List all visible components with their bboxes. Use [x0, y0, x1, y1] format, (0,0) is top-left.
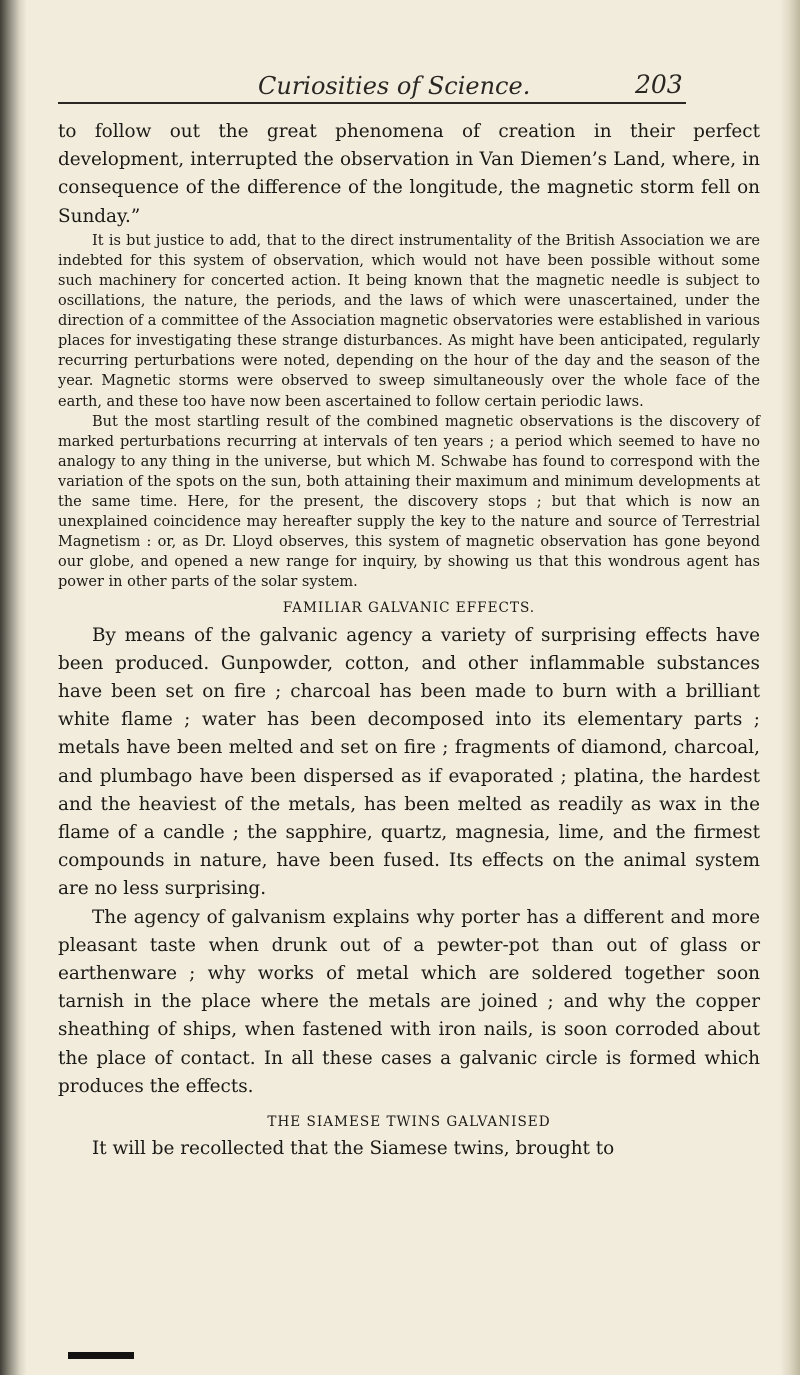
page-number: 203 — [635, 70, 683, 99]
book-page — [58, 0, 760, 1163]
paragraph-galvanic-agency: By means of the galvanic agency a variety of surprising effects have been produced. Gunpowder, cotton, and other inflammable substances have been set on fire ; charcoal has been made to burn with a brilliant white flame ; water has been decomposed into its elementary parts ; metals have been melted and set on fire ; fragments of diamond, charcoal, and plumbago have been dispersed as if evaporated ; platina, the hardest and the heaviest of the metals, has been melted as readily as wax in the flame of a candle ; the sapphire, quartz, magnesia, lime, and the firmest compounds in nature, have been fused. Its effects on the animal system are no less surprising. — [58, 624, 760, 900]
body-text — [58, 118, 760, 1163]
section-heading-siamese-twins: THE SIAMESE TWINS GALVANISED — [267, 1113, 551, 1130]
paragraph-continued: to follow out the great phenomena of creation in their perfect development, interrupted the observation in Van Diemen’s Land, where, in consequence of the difference of the longitude, the magnetic storm fell on Sunday.” — [58, 121, 760, 227]
paragraph-galvanism-porter: The agency of galvanism explains why porter has a different and more pleasant taste when drunk out of a pewter-pot than out of glass or earthenware ; why works of metal which are soldered together soon tarnish in the place where the metals are joined ; and why the copper sheathing of ships, when fastened with iron nails, is soon corroded about the place of contact. In all these cases a galvanic circle is formed which produces the effects. — [58, 906, 760, 1097]
section-heading-galvanic-effects: FAMILIAR GALVANIC EFFECTS. — [282, 599, 536, 616]
running-title: Curiosities of Science. — [258, 72, 531, 100]
printed-rule-fragment — [68, 1352, 134, 1359]
paragraph-siamese-twins: It will be recollected that the Siamese twins, brought to — [92, 1137, 615, 1159]
running-head — [58, 0, 686, 104]
page-edge-shadow — [780, 0, 800, 1375]
paragraph-magnetic-results: But the most startling result of the combined magnetic observations is the discovery of marked perturbations recurring at intervals of ten years ; a period which seemed to have no analogy to any thing in the universe, but which M. Schwabe has found to correspond with the variation of the spots on the sun, both attaining their maximum and minimum developments at the same time. Here, for the present, the discovery stops ; but that which is now an unexplained coincidence may hereafter supply the key to the nature and source of Terrestrial Magnetism : or, as Dr. Lloyd observes, this system of magnetic observation has gone beyond our globe, and opened a new range for inquiry, by showing us that this wondrous agent has power in other parts of the solar system. — [58, 413, 760, 591]
book-spine-shadow — [0, 0, 26, 1375]
paragraph-british-association: It is but justice to add, that to the direct instrumentality of the British Association we are indebted for this system of observation, which would not have been possible without some such machinery for concerted action. It being known that the magnetic needle is subject to oscillations, the nature, the periods, and the laws of which were unascertained, under the direction of a committee of the Association magnetic observatories were established in various places for investigating these strange disturbances. As might have been anticipated, regularly recurring perturbations were noted, depending on the hour of the day and the season of the year. Magnetic storms were observed to sweep simultaneously over the whole face of the earth, and these too have now been ascertained to follow certain periodic laws. — [58, 232, 760, 410]
